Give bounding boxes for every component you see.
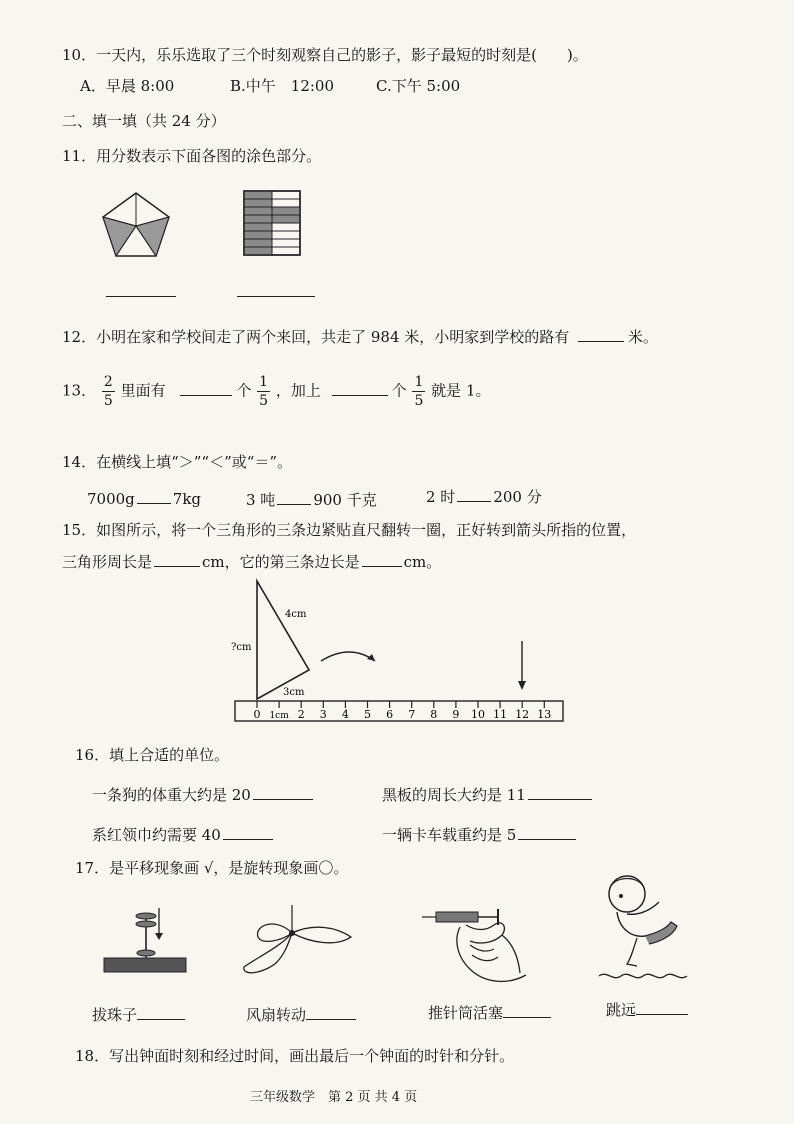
q17-blank-2[interactable] bbox=[306, 1005, 356, 1020]
q14-item-3: 2 时 200 分 bbox=[426, 488, 542, 506]
q16-item-2: 黑板的周长大约是 11 bbox=[382, 784, 592, 805]
q12-unit: 米。 bbox=[628, 328, 659, 346]
curved-arrow bbox=[321, 652, 375, 661]
label-3cm: 3cm bbox=[283, 687, 305, 698]
q10-option-b: B.中午 12:00 bbox=[230, 77, 335, 95]
fraction-two-fifths: $\frac{2}{5}$ bbox=[103, 374, 113, 409]
q16-item-1: 一条狗的体重大约是 20 bbox=[92, 784, 313, 805]
syringe-hand-icon bbox=[420, 895, 530, 990]
label-unknown-cm: ?cm bbox=[231, 642, 252, 653]
ruler-label: 1cm bbox=[269, 711, 289, 721]
q13-text-5: 就是 1。 bbox=[431, 381, 491, 400]
q13-blank-2[interactable] bbox=[332, 381, 388, 396]
q15-line-2: 三角形周长是 cm，它的第三条边长是 cm。 bbox=[62, 553, 442, 571]
ruler-label: 9 bbox=[452, 708, 460, 721]
grid-figure bbox=[243, 190, 301, 256]
q13-text-3: ，加上 bbox=[275, 381, 321, 400]
q13-text-2: 个 bbox=[236, 381, 252, 400]
q16-blank-2[interactable] bbox=[528, 785, 592, 800]
q17-text: 17．是平移现象画 √，是旋转现象画〇。 bbox=[75, 859, 349, 877]
q18-text: 18．写出钟面时刻和经过时间，画出最后一个钟面的时针和分针。 bbox=[75, 1047, 515, 1065]
q10-text: 10．一天内，乐乐选取了三个时刻观察自己的影子，影子最短的时刻是( )。 bbox=[62, 46, 588, 64]
q12-line bbox=[62, 326, 658, 347]
q14-blank-2[interactable] bbox=[277, 490, 311, 505]
q13-text-1: 里面有 bbox=[120, 381, 166, 400]
triangle bbox=[257, 581, 309, 699]
q16-blank-1[interactable] bbox=[253, 785, 313, 800]
q14-item-2: 3 吨 900 千克 bbox=[246, 491, 377, 509]
ruler-label: 0 bbox=[253, 708, 261, 721]
q12-blank[interactable] bbox=[578, 327, 624, 342]
q11-text: 11．用分数表示下面各图的涂色部分。 bbox=[62, 147, 322, 165]
bead-abacus-icon bbox=[96, 893, 196, 983]
pentagon-figure bbox=[100, 190, 172, 260]
ruler-label: 7 bbox=[408, 708, 416, 721]
q11-answer-line-2[interactable] bbox=[237, 296, 315, 297]
q12-text: 12．小明在家和学校间走了两个来回，共走了 984 米，小明家到学校的路有 bbox=[62, 328, 570, 346]
ruler-ticks bbox=[254, 701, 552, 721]
q16-item-4: 一辆卡车载重约是 5 bbox=[382, 824, 576, 845]
label-4cm: 4cm bbox=[285, 609, 307, 620]
q10-option-c: C.下午 5:00 bbox=[376, 77, 461, 95]
q17-blank-3[interactable] bbox=[503, 1003, 551, 1018]
page-footer: 三年级数学 第 2 页 共 4 页 bbox=[250, 1090, 418, 1105]
q16-blank-3[interactable] bbox=[223, 825, 273, 840]
q17-label-1: 拔珠子 bbox=[92, 1004, 185, 1025]
q16-item-3: 系红领巾约需要 40 bbox=[92, 824, 273, 845]
triangle-ruler-diagram bbox=[225, 575, 570, 725]
q17-blank-4[interactable] bbox=[636, 1000, 688, 1015]
fraction-one-fifth-2: $\frac{1}{5}$ bbox=[414, 374, 424, 409]
pointer-arrow-head bbox=[518, 681, 526, 690]
ruler-label: 6 bbox=[386, 708, 394, 721]
ruler-label: 3 bbox=[319, 708, 327, 721]
q14-blank-1[interactable] bbox=[137, 489, 171, 504]
ruler-label: 8 bbox=[430, 708, 438, 721]
q15-blank-2[interactable] bbox=[362, 552, 402, 567]
q15-blank-1[interactable] bbox=[154, 552, 200, 567]
q11-answer-line-1[interactable] bbox=[106, 296, 176, 297]
q13-text-4: 个 bbox=[391, 381, 407, 400]
q14-text: 14．在横线上填“＞”“＜”或“＝”。 bbox=[62, 453, 293, 471]
q14-item-1: 7000g 7kg bbox=[87, 490, 202, 508]
ruler-label: 5 bbox=[364, 708, 371, 721]
q17-label-4: 跳远 bbox=[606, 999, 688, 1020]
ruler-label: 10 bbox=[471, 708, 485, 721]
fraction-one-fifth-1: $\frac{1}{5}$ bbox=[259, 374, 269, 409]
fan-icon bbox=[236, 905, 356, 980]
ruler-label: 2 bbox=[297, 708, 305, 721]
long-jump-icon bbox=[597, 872, 692, 987]
q16-text: 16．填上合适的单位。 bbox=[75, 746, 230, 764]
q10-option-a: A．早晨 8:00 bbox=[80, 77, 175, 95]
q17-label-2: 风扇转动 bbox=[246, 1004, 356, 1025]
q17-label-3: 推针筒活塞 bbox=[428, 1002, 551, 1023]
q17-blank-1[interactable] bbox=[137, 1005, 185, 1020]
ruler-label: 13 bbox=[537, 708, 552, 721]
q13-blank-1[interactable] bbox=[180, 381, 232, 396]
q16-blank-4[interactable] bbox=[518, 825, 576, 840]
q13-num: 13． bbox=[62, 381, 97, 400]
ruler-label: 12 bbox=[515, 708, 530, 721]
ruler-label: 4 bbox=[341, 708, 349, 721]
section-title: 二、填一填（共 24 分） bbox=[62, 112, 226, 130]
q13-line bbox=[62, 375, 490, 408]
ruler-label: 11 bbox=[493, 708, 508, 721]
q14-blank-3[interactable] bbox=[457, 487, 491, 502]
q15-line-1: 15．如图所示，将一个三角形的三条边紧贴直尺翻转一圈，正好转到箭头所指的位置， bbox=[62, 521, 637, 539]
